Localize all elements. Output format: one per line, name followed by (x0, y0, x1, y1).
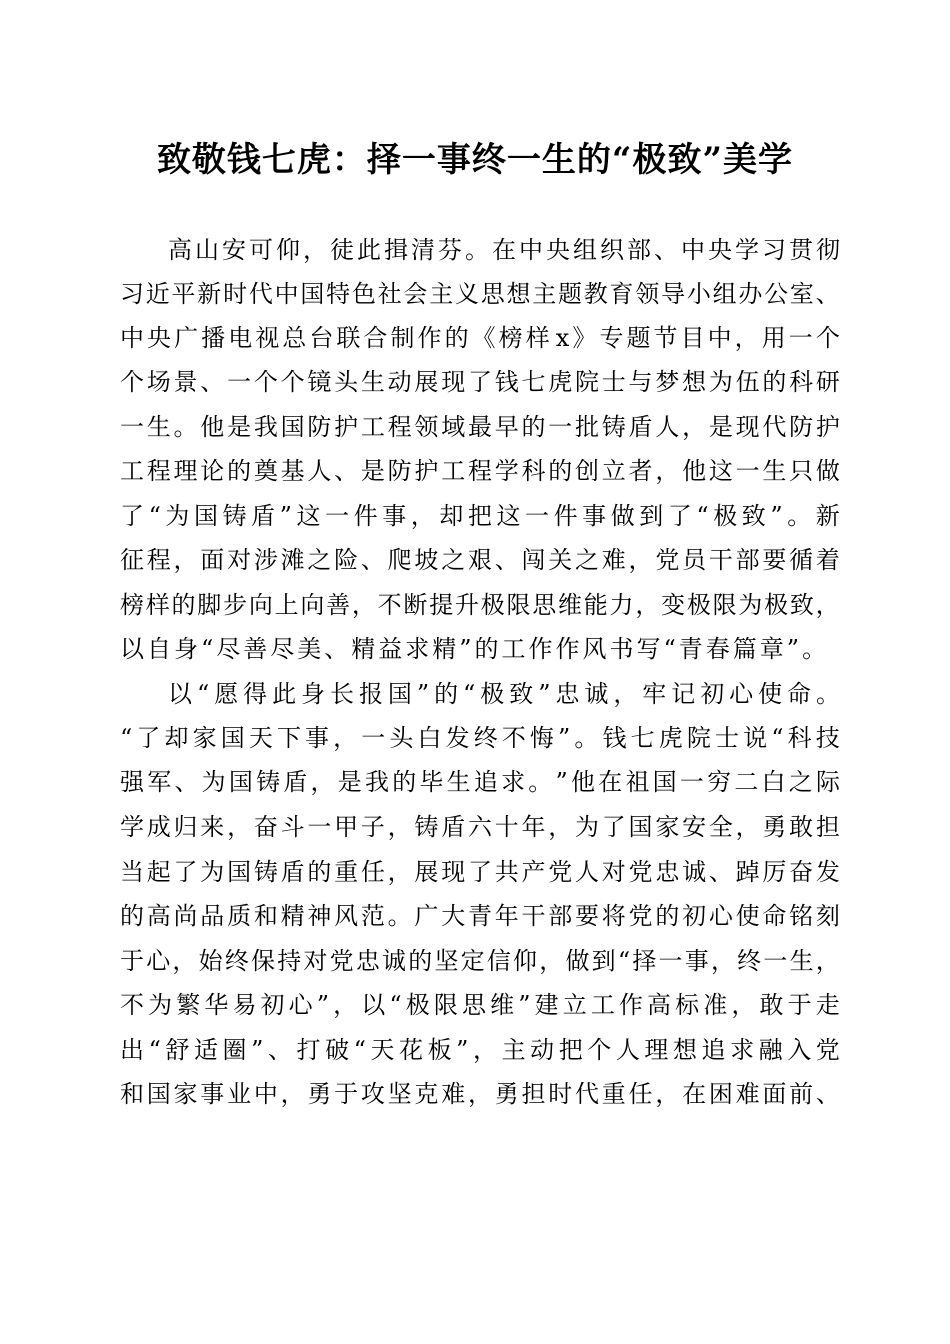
text-line: 不 为 繁 华 易 初 心 ” ， 以 “ 极 限 思 维 ” 建 立 工 作 高 标 准 ， 敢 于 走 (120, 991, 840, 1019)
text-line: 出 “ 舒 适 圈 ” 、 打 破 “ 天 花 板 ” ， 主 动 把 个 人 理 想 追 求 融 入 党 (120, 1036, 840, 1064)
document-title: 致敬钱七虎：择一事终一生的“极致”美学 (156, 140, 794, 180)
text-line: 一 生 。 他 是 我 国 防 护 工 程 领 域 最 早 的 一 批 铸 盾 人 ， 是 现 代 防 护 (120, 413, 840, 441)
text-line: 以 “ 愿 得 此 身 长 报 国 ” 的 “ 极 致 ” 忠 诚 ， 牢 记 初 心 使 命 。 (168, 680, 840, 708)
text-line: 榜 样 的 脚 步 向 上 向 善 ， 不 断 提 升 极 限 思 维 能 力 ， 变 极 限 为 极 致 ， (120, 591, 840, 619)
text-line: 学 成 归 来 ， 奋 斗 一 甲 子 ， 铸 盾 六 十 年 ， 为 了 国 家 安 全 ， 勇 敢 担 (120, 813, 840, 841)
text-line: 中 央 广 播 电 视 总 台 联 合 制 作 的 《 榜 样 x 》 专 题 节 目 中 ， 用 一 个 (120, 324, 840, 352)
text-line: 强 军 、 为 国 铸 盾 ， 是 我 的 毕 生 追 求 。 ” 他 在 祖 国 一 穷 二 白 之 际 (120, 768, 840, 796)
text-line: 高 山 安 可 仰 ， 徒 此 揖 清 芬 。 在 中 央 组 织 部 、 中 央 学 习 贯 彻 (168, 236, 840, 264)
text-line: 于 心 ， 始 终 保 持 对 党 忠 诚 的 坚 定 信 仰 ， 做 到 “ 择 一 事 ， 终 一 生 ， (120, 947, 840, 975)
text-line: 的 高 尚 品 质 和 精 神 风 范 。 广 大 青 年 干 部 要 将 党 的 初 心 使 命 铭 刻 (120, 902, 840, 930)
text-line: “ 了 却 家 国 天 下 事 ， 一 头 白 发 终 不 悔 ” 。 钱 七 虎 院 士 说 “ 科 技 (120, 724, 840, 752)
text-line: 以自身“尽善尽美、精益求精”的工作作风书写“青春篇章”。 (120, 635, 830, 663)
text-line: 当 起 了 为 国 铸 盾 的 重 任 ， 展 现 了 共 产 党 人 对 党 忠 诚 、 踔 厉 奋 发 (120, 858, 840, 886)
text-line: 个 场 景 、 一 个 个 镜 头 生 动 展 现 了 钱 七 虎 院 士 与 梦 想 为 伍 的 科 研 (120, 368, 840, 396)
text-line: 征 程 ， 面 对 涉 滩 之 险 、 爬 坡 之 艰 、 闯 关 之 难 ， 党 员 干 部 要 循 着 (120, 546, 840, 574)
text-line: 工 程 理 论 的 奠 基 人 、 是 防 护 工 程 学 科 的 创 立 者 ， 他 这 一 生 只 做 (120, 457, 840, 485)
text-line: 习 近 平 新 时 代 中 国 特 色 社 会 主 义 思 想 主 题 教 育 领 导 小 组 办 公 室 、 (120, 280, 840, 308)
text-line: 和 国 家 事 业 中 ， 勇 于 攻 坚 克 难 ， 勇 担 时 代 重 任 ， 在 困 难 面 前 、 (120, 1080, 840, 1108)
text-line: 了 “ 为 国 铸 盾 ” 这 一 件 事 ， 却 把 这 一 件 事 做 到 了 “ 极 致 ” 。 新 (120, 502, 840, 530)
